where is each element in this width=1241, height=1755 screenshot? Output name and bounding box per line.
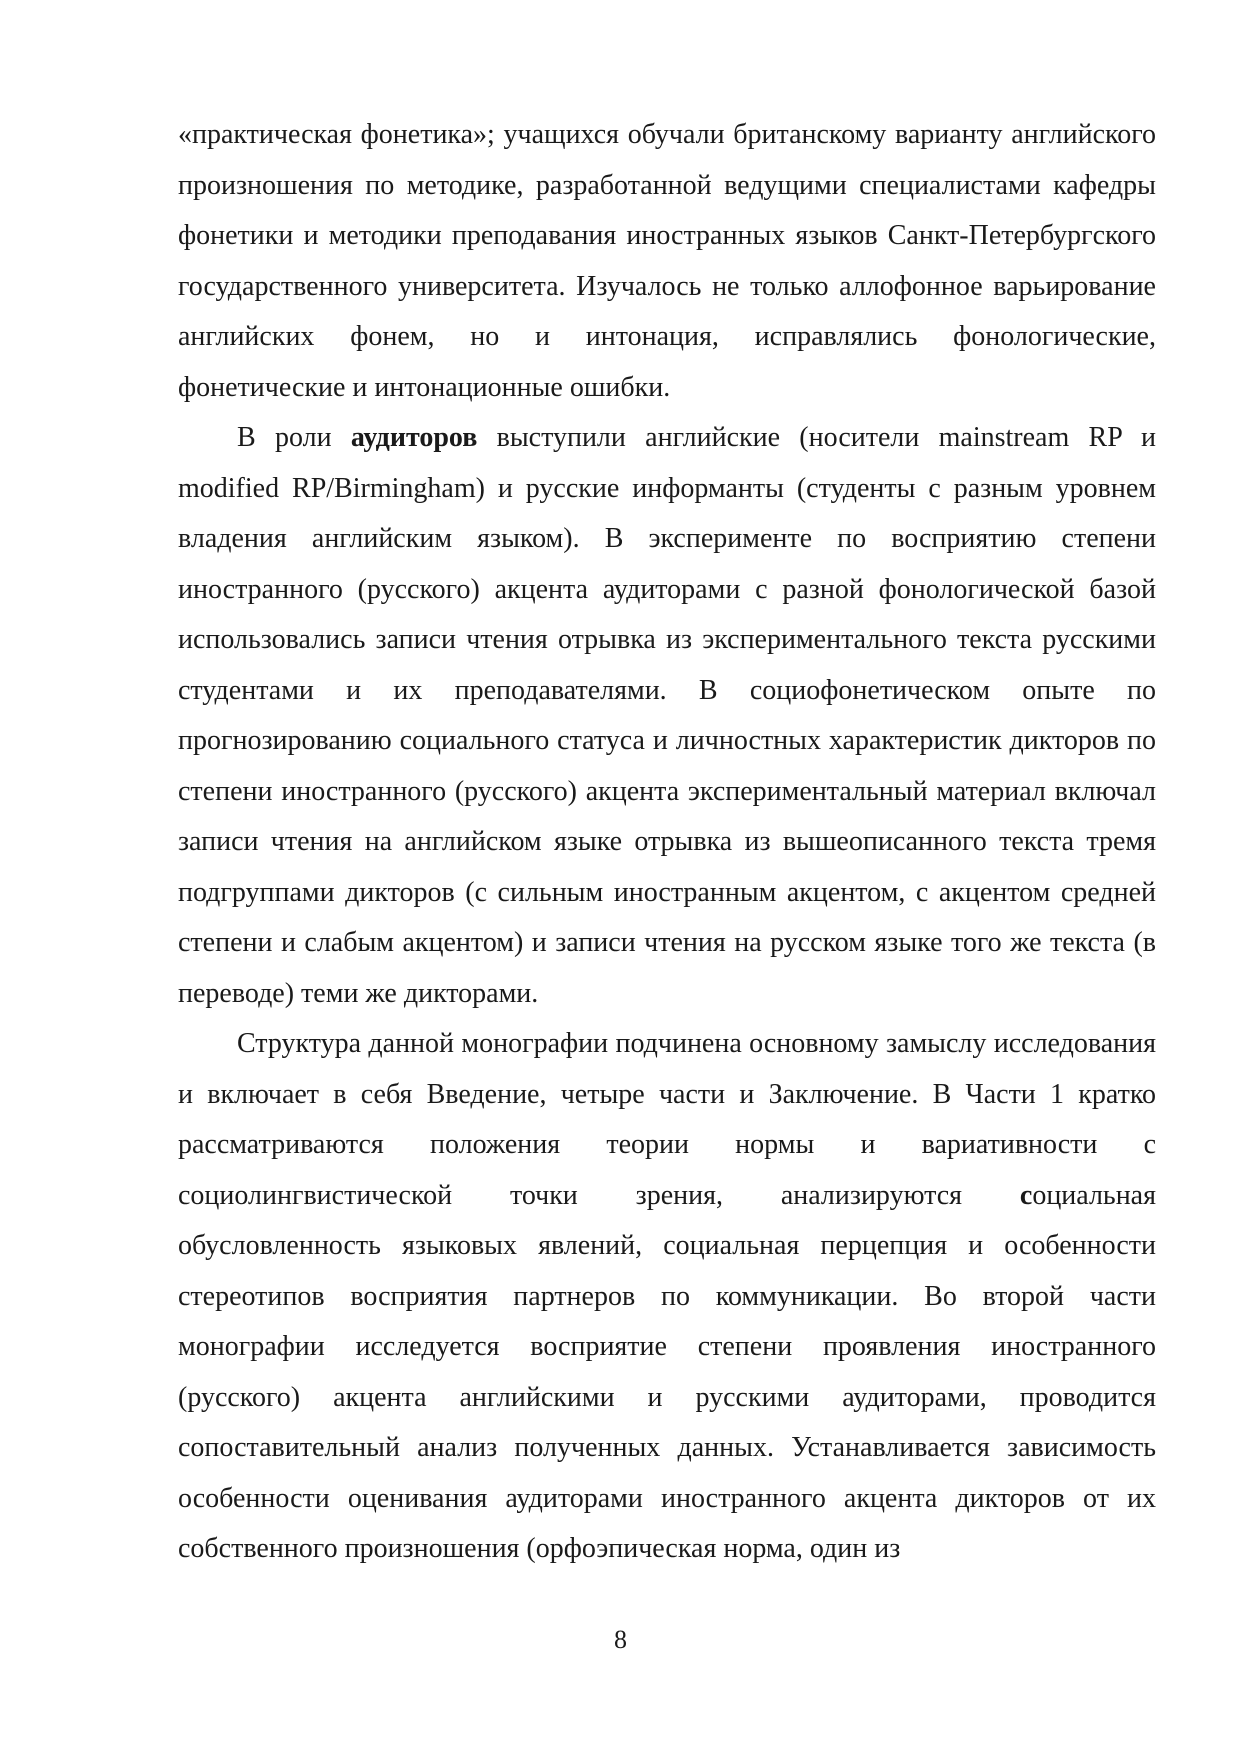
paragraph-structure-lead: Структура данной монографии подчинена основному замыслу исследования и включает в себя Введение, четыре части и Заключение. В Части 1 кратко рассматриваются положения теории нормы и вариативности с социолингвистической точки зрения, анализируются: [178, 1028, 1156, 1211]
term-auditors: аудиторов: [350, 422, 478, 453]
paragraph-structure: [178, 1019, 1156, 1575]
body-text: [178, 110, 1156, 1575]
paragraph-auditors-rest: выступили английские (носители mainstream RP и modified RP/Birmingham) и русские информанты (студенты с разным уровнем владения английским языком). В эксперименте по восприятию степени иностранного (русского) акцента аудиторами с разной фонологической базой использовались записи чтения отрывка из экспериментального текста русскими студентами и их преподавателями. В социофонетическом опыте по прогнозированию социального статуса и личностных характеристик дикторов по степени иностранного (русского) акцента экспериментальный материал включал записи чтения на английском языке отрывка из вышеописанного текста тремя подгруппами дикторов (с сильным иностранным акцентом, с акцентом средней степени и слабым акцентом) и записи чтения на русском языке того же текста (в переводе) теми же дикторами.: [178, 422, 1157, 1009]
paragraph-structure-rest: оциальная обусловленность языковых явлений, социальная перцепция и особенности стереотипов восприятия партнеров по коммуникации. Во второй части монографии исследуется восприятие степени проявления иностранного (русского) акцента английскими и русскими аудиторами, проводится сопоставительный анализ полученных данных. Устанавливается зависимость особенности оценивания аудиторами иностранного акцента дикторов от их собственного произношения (орфоэпическая норма, один из: [178, 1179, 1156, 1564]
page-number: 8: [614, 1625, 627, 1654]
paragraph-continuation: «практическая фонетика»; учащихся обучали британскому варианту английского произношения по методике, разработанной ведущими специалистами кафедры фонетики и методики преподавания иностранных языков Санкт-Петербургского государственного университета. Изучалось не только аллофонное варьирование английских фонем, но и интонация, исправлялись фонологические, фонетические и интонационные ошибки.: [178, 119, 1156, 403]
bold-letter: с: [1019, 1179, 1033, 1211]
paragraph-auditors-lead: В роли: [237, 422, 351, 453]
paragraph-auditors: [178, 413, 1156, 1019]
